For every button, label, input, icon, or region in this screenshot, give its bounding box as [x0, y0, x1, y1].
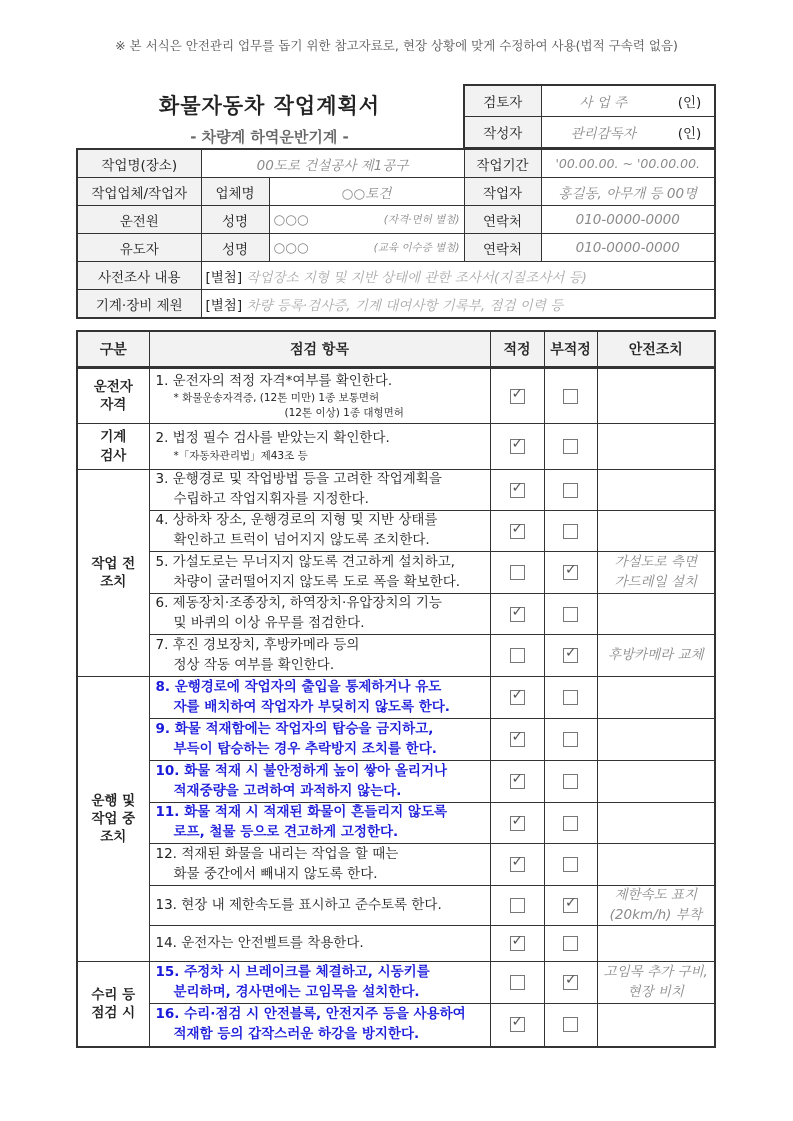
- checklist-row: [77, 635, 715, 677]
- checklist-row: [77, 424, 715, 470]
- check-item-text: 5. 가설도로는 무너지지 않도록 견고하게 설치하고,: [155, 553, 455, 570]
- category-label: 검사: [100, 447, 127, 464]
- check-item-text: 분리하며, 경사면에는 고임목을 설치한다.: [173, 983, 420, 1000]
- pass-cell: [490, 844, 544, 886]
- pass-checkbox[interactable]: [510, 854, 525, 872]
- document-subtitle: - 차량계 하역운반기계 -: [190, 128, 349, 146]
- safety-action-cell[interactable]: [597, 886, 715, 926]
- checklist-row: [77, 677, 715, 719]
- pass-cell: [490, 511, 544, 552]
- check-item-text: 15. 주정차 시 브레이크를 체결하고, 시동키를: [155, 964, 430, 981]
- author-seal: (인): [665, 117, 715, 149]
- check-item-text: 차량이 굴러떨어지지 않도록 도로 폭을 확보한다.: [173, 573, 461, 590]
- checklist-row: [77, 803, 715, 844]
- category-label: 운행 및: [91, 792, 136, 809]
- safety-action-text: 후방카메라 교체: [607, 646, 704, 663]
- pass-checkbox[interactable]: [510, 565, 525, 580]
- check-item-text: 및 바퀴의 이상 유무를 점검한다.: [173, 615, 365, 631]
- check-item: [149, 844, 490, 886]
- pass-cell: [490, 470, 544, 511]
- fail-checkbox[interactable]: [563, 389, 578, 404]
- pass-cell: [490, 803, 544, 844]
- category-cell: [77, 424, 149, 470]
- check-item-text: 11. 화물 적재 시 적재된 화물이 흔들리지 않도록: [155, 804, 448, 821]
- fail-cell: [544, 1004, 597, 1047]
- pass-checkbox[interactable]: [510, 771, 525, 789]
- check-item-text: 10. 화물 적재 시 불안정하게 높이 쌓아 올리거나: [155, 762, 448, 779]
- check-item-text: 13. 현장 내 제한속도를 표시하고 준수토록 한다.: [155, 896, 442, 913]
- check-mark-icon: ✓: [565, 645, 577, 661]
- equip-cell[interactable]: [201, 290, 715, 319]
- safety-action-text: 고임목 추가 구비,: [603, 964, 708, 981]
- pass-cell: [490, 368, 544, 424]
- fail-cell: [544, 844, 597, 886]
- reviewer-value[interactable]: 사 업 주: [541, 85, 665, 117]
- work-name-label: 작업명(장소): [77, 149, 201, 178]
- check-item-text: 3. 운행경로 및 작업방법 등을 고려한 작업계획을: [155, 471, 442, 488]
- work-info-table: [76, 148, 716, 319]
- category-label: 운전자: [93, 378, 133, 395]
- category-cell: [77, 962, 149, 1047]
- category-label: 작업 전: [91, 555, 136, 572]
- check-item-text: 1. 운전자의 적정 자격*여부를 확인한다.: [155, 372, 393, 389]
- pass-cell: [490, 677, 544, 719]
- driver-contact-label: 연락처: [464, 206, 541, 234]
- category-cell: [77, 368, 149, 424]
- fail-cell: [544, 962, 597, 1004]
- check-mark-icon: ✓: [511, 933, 524, 950]
- check-item: [149, 470, 490, 511]
- fail-cell: [544, 552, 597, 594]
- reviewer-seal: (인): [665, 85, 715, 117]
- pass-checkbox[interactable]: [510, 436, 525, 454]
- period-label: 작업기간: [464, 149, 541, 178]
- check-item: [149, 552, 490, 594]
- safety-action-cell[interactable]: [597, 677, 715, 719]
- header-pass: 적정: [490, 331, 544, 368]
- fail-cell: [544, 635, 597, 677]
- safety-action-cell[interactable]: [597, 635, 715, 677]
- safety-action-text: 현장 비치: [627, 983, 684, 1000]
- survey-value: 작업장소 지형 및 지반 상태에 관한 조사서(지질조사서 등): [246, 269, 587, 286]
- pass-checkbox[interactable]: [510, 1014, 525, 1032]
- pass-cell: [490, 1004, 544, 1047]
- reviewer-label: 검토자: [464, 85, 541, 117]
- checklist-row: [77, 886, 715, 926]
- check-item: [149, 677, 490, 719]
- guide-contact-label: 연락처: [464, 234, 541, 262]
- safety-action-cell[interactable]: [597, 552, 715, 594]
- check-item: [149, 926, 490, 962]
- category-cell: [77, 677, 149, 962]
- pass-checkbox[interactable]: [510, 687, 525, 705]
- fail-cell: [544, 594, 597, 635]
- pass-checkbox[interactable]: [510, 729, 525, 747]
- author-label: 작성자: [464, 117, 541, 149]
- check-mark-icon: ✓: [511, 687, 524, 703]
- pass-cell: [490, 962, 544, 1004]
- category-label: 기계: [100, 429, 127, 446]
- check-mark-icon: ✓: [511, 854, 524, 870]
- workers-label: 작업자: [464, 178, 541, 206]
- header-category: 구분: [77, 331, 149, 368]
- check-item: [149, 886, 490, 926]
- safety-action-cell[interactable]: [597, 761, 715, 803]
- pass-checkbox[interactable]: [510, 975, 525, 990]
- check-item-text: 7. 후진 경보장치, 후방카메라 등의: [155, 636, 360, 653]
- check-item-text: 수립하고 작업지휘자를 지정한다.: [173, 491, 369, 507]
- pass-checkbox[interactable]: [510, 603, 525, 622]
- fail-checkbox[interactable]: [563, 774, 578, 789]
- pass-checkbox[interactable]: [510, 385, 525, 404]
- check-item-text: 14. 운전자는 안전벨트를 착용한다.: [155, 934, 364, 951]
- pass-checkbox[interactable]: [510, 812, 525, 831]
- fail-checkbox[interactable]: [563, 439, 578, 454]
- pass-cell: [490, 635, 544, 677]
- work-name-value[interactable]: 00도로 건설공사 제1공구: [201, 149, 464, 178]
- fail-checkbox[interactable]: [563, 972, 578, 990]
- driver-name: ○○○: [273, 211, 309, 228]
- fail-checkbox[interactable]: [563, 936, 578, 951]
- checklist-row: [77, 761, 715, 803]
- category-label: 작업 중: [91, 810, 136, 827]
- header-fail: 부적정: [544, 331, 597, 368]
- fail-cell: [544, 719, 597, 761]
- company-label: 작업업체/작업자: [77, 178, 201, 206]
- header-item: 점검 항목: [149, 331, 490, 368]
- check-item: [149, 635, 490, 677]
- equip-tag: [별첨]: [205, 297, 243, 314]
- check-item-text: 12. 적재된 화물을 내리는 작업을 할 때는: [155, 845, 399, 862]
- pass-cell: [490, 926, 544, 962]
- checklist-row: [77, 844, 715, 886]
- checklist-row: [77, 368, 715, 424]
- checklist-row: [77, 926, 715, 962]
- fail-checkbox[interactable]: [563, 857, 578, 872]
- fail-checkbox[interactable]: [563, 562, 578, 580]
- fail-checkbox[interactable]: [563, 483, 578, 498]
- check-item-text: 화물 중간에서 빼내지 않도록 한다.: [173, 865, 378, 882]
- fail-cell: [544, 803, 597, 844]
- fail-cell: [544, 424, 597, 470]
- fail-cell: [544, 470, 597, 511]
- check-item-text: 2. 법정 필수 검사를 받았는지 확인한다.: [155, 430, 390, 447]
- fail-checkbox[interactable]: [563, 524, 578, 539]
- check-item-text: 적재중량을 고려하여 과적하지 않는다.: [173, 782, 402, 799]
- safety-action-cell[interactable]: [597, 844, 715, 886]
- checklist-row: [77, 594, 715, 635]
- check-item: [149, 424, 490, 470]
- checklist-row: [77, 1004, 715, 1047]
- pass-checkbox[interactable]: [510, 933, 525, 951]
- checklist-row: [77, 552, 715, 594]
- check-item: [149, 962, 490, 1004]
- safety-action-cell[interactable]: [597, 1004, 715, 1047]
- equip-value: 차량 등록·검사증, 기계 대여사항 기록부, 점검 이력 등: [246, 297, 564, 314]
- safety-action-cell[interactable]: [597, 803, 715, 844]
- guide-label: 유도자: [77, 234, 201, 262]
- check-item-text: 로프, 철물 등으로 견고하게 고정한다.: [173, 824, 399, 840]
- check-item: [149, 594, 490, 635]
- check-item-text: 확인하고 트럭이 넘어지지 않도록 조치한다.: [173, 532, 430, 548]
- category-label: 조치: [100, 574, 127, 590]
- guide-contact-value[interactable]: 010-0000-0000: [541, 234, 715, 262]
- check-item: [149, 761, 490, 803]
- document-title: 화물자동차 작업계획서: [158, 94, 381, 118]
- check-item-text: 자를 배치하여 작업자가 부딪히지 않도록 한다.: [173, 698, 450, 715]
- period-value[interactable]: '00.00.00. ~ '00.00.00.: [541, 149, 715, 178]
- fail-checkbox[interactable]: [563, 895, 578, 913]
- survey-label: 사전조사 내용: [77, 262, 201, 290]
- check-mark-icon: ✓: [511, 603, 524, 620]
- guide-cell[interactable]: [269, 234, 464, 262]
- pass-cell: [490, 719, 544, 761]
- checklist-row: [77, 470, 715, 511]
- pass-checkbox[interactable]: [510, 648, 525, 663]
- safety-action-cell[interactable]: [597, 594, 715, 635]
- fail-cell: [544, 926, 597, 962]
- category-cell: [77, 470, 149, 677]
- header-action: 안전조치: [597, 331, 715, 368]
- check-mark-icon: ✓: [511, 479, 524, 496]
- check-mark-icon: ✓: [511, 812, 524, 829]
- category-label: 자격: [100, 397, 127, 413]
- check-item: [149, 803, 490, 844]
- check-mark-icon: ✓: [511, 436, 524, 452]
- title-block: [76, 86, 463, 148]
- safety-action-cell[interactable]: [597, 719, 715, 761]
- check-mark-icon: ✓: [511, 385, 524, 402]
- safety-action-text: 제한속도 표지: [614, 887, 698, 903]
- fail-checkbox[interactable]: [563, 732, 578, 747]
- safety-action-cell[interactable]: [597, 511, 715, 552]
- pass-checkbox[interactable]: [510, 520, 525, 539]
- driver-cell[interactable]: [269, 206, 464, 234]
- driver-note: (자격·면허 별첨): [383, 213, 460, 226]
- author-value[interactable]: 관리감독자: [541, 117, 665, 149]
- check-item-text: 적재함 등의 갑작스러운 하강을 방지한다.: [173, 1025, 420, 1042]
- guide-name: ○○○: [273, 239, 309, 256]
- survey-cell[interactable]: [201, 262, 715, 290]
- pass-cell: [490, 761, 544, 803]
- workers-value[interactable]: 홍길동, 아무개 등 00명: [541, 178, 715, 206]
- check-mark-icon: ✓: [565, 562, 577, 578]
- safety-action-cell[interactable]: [597, 424, 715, 470]
- pass-cell: [490, 886, 544, 926]
- safety-action-cell[interactable]: [597, 470, 715, 511]
- check-item-text: 부득이 탑승하는 경우 추락방지 조치를 한다.: [173, 740, 437, 757]
- check-item-text: 9. 화물 적재함에는 작업자의 탑승을 금지하고,: [155, 720, 434, 737]
- checklist-row: [77, 962, 715, 1004]
- driver-label: 운전원: [77, 206, 201, 234]
- guide-note: (교육 이수증 별첨): [373, 241, 460, 254]
- checklist-row: [77, 511, 715, 552]
- pass-cell: [490, 552, 544, 594]
- check-item-footnote: *「자동차관리법」제43조 등: [173, 449, 308, 462]
- pass-checkbox[interactable]: [510, 479, 525, 498]
- approval-table: [463, 84, 716, 149]
- company-sub-label: 업체명: [201, 178, 269, 206]
- survey-tag: [별첨]: [205, 269, 243, 286]
- category-label: 점검 시: [91, 1004, 136, 1021]
- fail-checkbox[interactable]: [563, 607, 578, 622]
- fail-checkbox[interactable]: [563, 645, 578, 663]
- company-value[interactable]: ○○토건: [269, 178, 464, 206]
- category-label: 조치: [100, 829, 127, 846]
- check-mark-icon: ✓: [511, 520, 524, 537]
- fail-cell: [544, 368, 597, 424]
- check-mark-icon: ✓: [565, 972, 577, 989]
- check-item-footnote: * 화물운송자격증, (12톤 미만) 1종 보통면허: [173, 392, 380, 405]
- fail-checkbox[interactable]: [563, 816, 578, 831]
- safety-action-cell[interactable]: [597, 962, 715, 1004]
- check-mark-icon: ✓: [511, 729, 524, 745]
- disclaimer-notice: ※ 본 서식은 안전관리 업무를 돕기 위한 참고자료로, 현장 상황에 맞게 수정하여 사용(법적 구속력 없음): [115, 38, 678, 53]
- check-item: [149, 1004, 490, 1047]
- check-mark-icon: ✓: [511, 771, 524, 787]
- check-item: [149, 368, 490, 424]
- driver-sub-label: 성명: [201, 206, 269, 234]
- category-label: 수리 등: [91, 986, 136, 1003]
- safety-action-cell[interactable]: [597, 368, 715, 424]
- fail-checkbox[interactable]: [563, 1017, 578, 1032]
- check-item-text: 8. 운행경로에 작업자의 출입을 통제하거나 유도: [155, 678, 442, 695]
- equip-label: 기계·장비 제원: [77, 290, 201, 319]
- safety-action-text: 가드레일 설치: [614, 573, 698, 590]
- safety-action-text: 가설도로 측면: [614, 553, 698, 570]
- guide-sub-label: 성명: [201, 234, 269, 262]
- check-mark-icon: ✓: [565, 895, 577, 912]
- fail-cell: [544, 511, 597, 552]
- check-item: [149, 511, 490, 552]
- safety-action-cell[interactable]: [597, 926, 715, 962]
- check-item-footnote: (12톤 이상) 1종 대형면허: [284, 406, 404, 419]
- check-item-text: 6. 제동장치·조종장치, 하역장치·유압장치의 기능: [155, 595, 442, 612]
- checklist-row: [77, 719, 715, 761]
- driver-contact-value[interactable]: 010-0000-0000: [541, 206, 715, 234]
- pass-checkbox[interactable]: [510, 898, 525, 913]
- checklist-table: [76, 330, 716, 1048]
- check-item: [149, 719, 490, 761]
- check-mark-icon: ✓: [511, 1014, 524, 1031]
- safety-action-text: (20km/h) 부착: [609, 906, 702, 923]
- fail-cell: [544, 761, 597, 803]
- fail-cell: [544, 886, 597, 926]
- check-item-text: 정상 작동 여부를 확인한다.: [173, 656, 335, 673]
- pass-cell: [490, 424, 544, 470]
- pass-cell: [490, 594, 544, 635]
- fail-checkbox[interactable]: [563, 690, 578, 705]
- fail-cell: [544, 677, 597, 719]
- check-item-text: 4. 상하차 장소, 운행경로의 지형 및 지반 상태를: [155, 512, 438, 529]
- check-item-text: 16. 수리·점검 시 안전블록, 안전지주 등을 사용하여: [155, 1006, 466, 1023]
